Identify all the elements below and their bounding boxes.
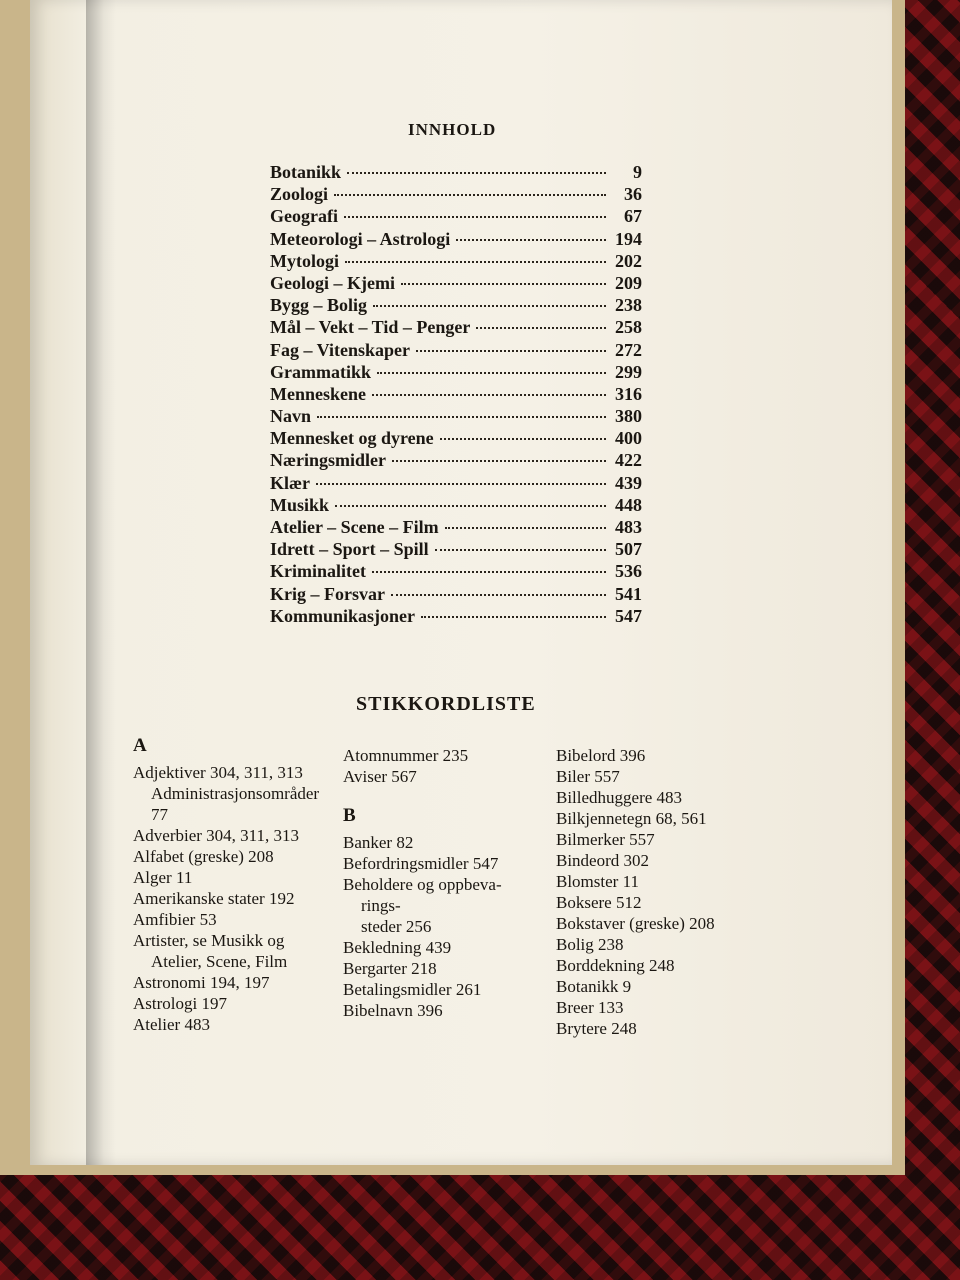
index-entry: Blomster 11: [556, 872, 639, 891]
index-letter-a: A: [133, 735, 147, 756]
index-entry: rings-: [361, 896, 401, 915]
toc-leader-dots: [334, 176, 606, 196]
toc-label: Fag – Vitenskaper: [270, 339, 411, 360]
index-entry: Alger 11: [133, 868, 193, 887]
toc-row: [270, 602, 642, 624]
toc-label: Grammatikk: [270, 361, 371, 382]
toc-page-number: 202: [615, 250, 642, 271]
toc-page-number: 541: [615, 583, 642, 604]
toc-leader-dots: [372, 553, 606, 573]
toc-label: Musikk: [270, 494, 330, 515]
toc-leader-dots: [377, 354, 606, 374]
index-column-2: [343, 745, 502, 1021]
toc-page-number: 258: [615, 317, 642, 338]
index-entry: Adverbier 304, 311, 313: [133, 826, 300, 845]
index-entry: Administrasjonsområder: [151, 784, 320, 803]
toc-page-number: 67: [624, 206, 642, 227]
index-entry: Artister, se Musikk og: [133, 931, 285, 950]
index-entry: Amerikanske stater 192: [133, 889, 295, 908]
toc-page-number: 36: [624, 184, 642, 205]
index-entry: Adjektiver 304, 311, 313: [133, 763, 303, 782]
toc-leader-dots: [421, 598, 606, 618]
index-entry: Atelier, Scene, Film: [151, 952, 288, 971]
index-entry: Banker 82: [343, 833, 414, 852]
toc-leader-dots: [372, 376, 606, 396]
index-entry: Bokstaver (greske) 208: [556, 914, 715, 933]
toc-leader-dots: [440, 420, 606, 440]
index-entry: Amfibier 53: [133, 910, 217, 929]
index-entry: Billedhuggere 483: [556, 788, 683, 807]
index-entry: Atomnummer 235: [343, 746, 469, 765]
toc-leader-dots: [445, 509, 606, 529]
toc-label: Navn: [270, 406, 312, 427]
toc-leader-dots: [317, 398, 606, 418]
index-entry: Borddekning 248: [556, 956, 675, 975]
toc-leader-dots: [476, 309, 606, 329]
toc-label: Mål – Vekt – Tid – Penger: [270, 317, 471, 338]
toc-leader-dots: [456, 221, 606, 241]
toc-label: Mytologi: [270, 250, 339, 271]
index-entry: Bindeord 302: [556, 851, 650, 870]
toc-page-number: 507: [615, 539, 642, 560]
toc-page-number: 422: [615, 450, 642, 471]
toc-page-number: 448: [615, 494, 642, 515]
index-entry: Bilkjennetegn 68, 561: [556, 809, 707, 828]
toc-leader-dots: [345, 243, 606, 263]
toc-leader-dots: [373, 287, 606, 307]
toc-label: Kriminalitet: [270, 561, 366, 582]
index-entry: Bekledning 439: [343, 938, 452, 957]
toc-page-number: 238: [615, 295, 642, 316]
toc-page-number: 316: [615, 383, 642, 404]
toc-label: Geografi: [270, 206, 338, 227]
index-entry: Befordringsmidler 547: [343, 854, 499, 873]
toc-page-number: 380: [615, 406, 642, 427]
toc-page-number: 400: [615, 428, 642, 449]
toc-label: Atelier – Scene – Film: [270, 517, 439, 537]
index-entry: Breer 133: [556, 998, 624, 1017]
table-of-contents: [270, 158, 642, 624]
toc-page-number: 483: [615, 517, 642, 537]
toc-leader-dots: [435, 531, 606, 551]
toc-label: Bygg – Bolig: [270, 295, 368, 316]
toc-leader-dots: [335, 487, 606, 507]
index-title: STIKKORDLISTE: [356, 693, 536, 715]
page-gutter-shadow: [86, 0, 116, 1165]
toc-page-number: 547: [615, 605, 642, 626]
toc-title: INNHOLD: [408, 120, 497, 139]
toc-leader-dots: [416, 332, 606, 352]
toc-leader-dots: [316, 465, 606, 485]
index-entry: Astrologi 197: [133, 994, 227, 1013]
toc-label: Idrett – Sport – Spill: [270, 539, 429, 560]
index-entry: Bibelnavn 396: [343, 1001, 443, 1020]
toc-label: Klær: [270, 472, 310, 493]
toc-label: Kommunikasjoner: [270, 605, 416, 626]
toc-label: Krig – Forsvar: [270, 583, 385, 604]
toc-label: Mennesket og dyrene: [270, 428, 434, 449]
index-entry: Beholdere og oppbeva-: [343, 875, 502, 894]
toc-page-number: 439: [615, 472, 642, 493]
index-entry: Bilmerker 557: [556, 830, 655, 849]
index-entry: Bolig 238: [556, 935, 624, 954]
toc-label: Zoologi: [270, 184, 329, 205]
index-entry: Astronomi 194, 197: [133, 973, 270, 992]
toc-label: Meteorologi – Astrologi: [270, 228, 451, 249]
toc-leader-dots: [392, 442, 606, 462]
index-entry: Brytere 248: [556, 1019, 637, 1038]
index-entry: Bibelord 396: [556, 746, 646, 765]
toc-leader-dots: [391, 576, 606, 596]
toc-page-number: 209: [615, 272, 642, 293]
index-entry: Boksere 512: [556, 893, 642, 912]
index-entry: Biler 557: [556, 767, 620, 786]
index-entry: Botanikk 9: [556, 977, 632, 996]
toc-label: Botanikk: [270, 162, 342, 182]
toc-page-number: 9: [633, 162, 642, 182]
index-entry: Betalingsmidler 261: [343, 980, 482, 999]
toc-label: Menneskene: [270, 383, 366, 404]
index-letter-b: B: [343, 805, 356, 826]
index-entry: 77: [151, 805, 168, 824]
toc-page-number: 299: [615, 361, 642, 382]
index-entry: Alfabet (greske) 208: [133, 847, 274, 866]
toc-page-number: 194: [615, 228, 642, 249]
index-column-3: [556, 745, 715, 1039]
toc-label: Næringsmidler: [270, 450, 386, 471]
toc-label: Geologi – Kjemi: [270, 272, 395, 293]
index-entry: Bergarter 218: [343, 959, 437, 978]
toc-leader-dots: [347, 154, 606, 174]
index-column-1: [133, 735, 319, 1035]
toc-page-number: 272: [615, 339, 642, 360]
index-entry: Aviser 567: [343, 767, 417, 786]
toc-page-number: 536: [615, 561, 642, 582]
toc-leader-dots: [344, 198, 606, 218]
index-entry: steder 256: [361, 917, 432, 936]
toc-leader-dots: [401, 265, 606, 285]
index-entry: Atelier 483: [133, 1015, 210, 1034]
